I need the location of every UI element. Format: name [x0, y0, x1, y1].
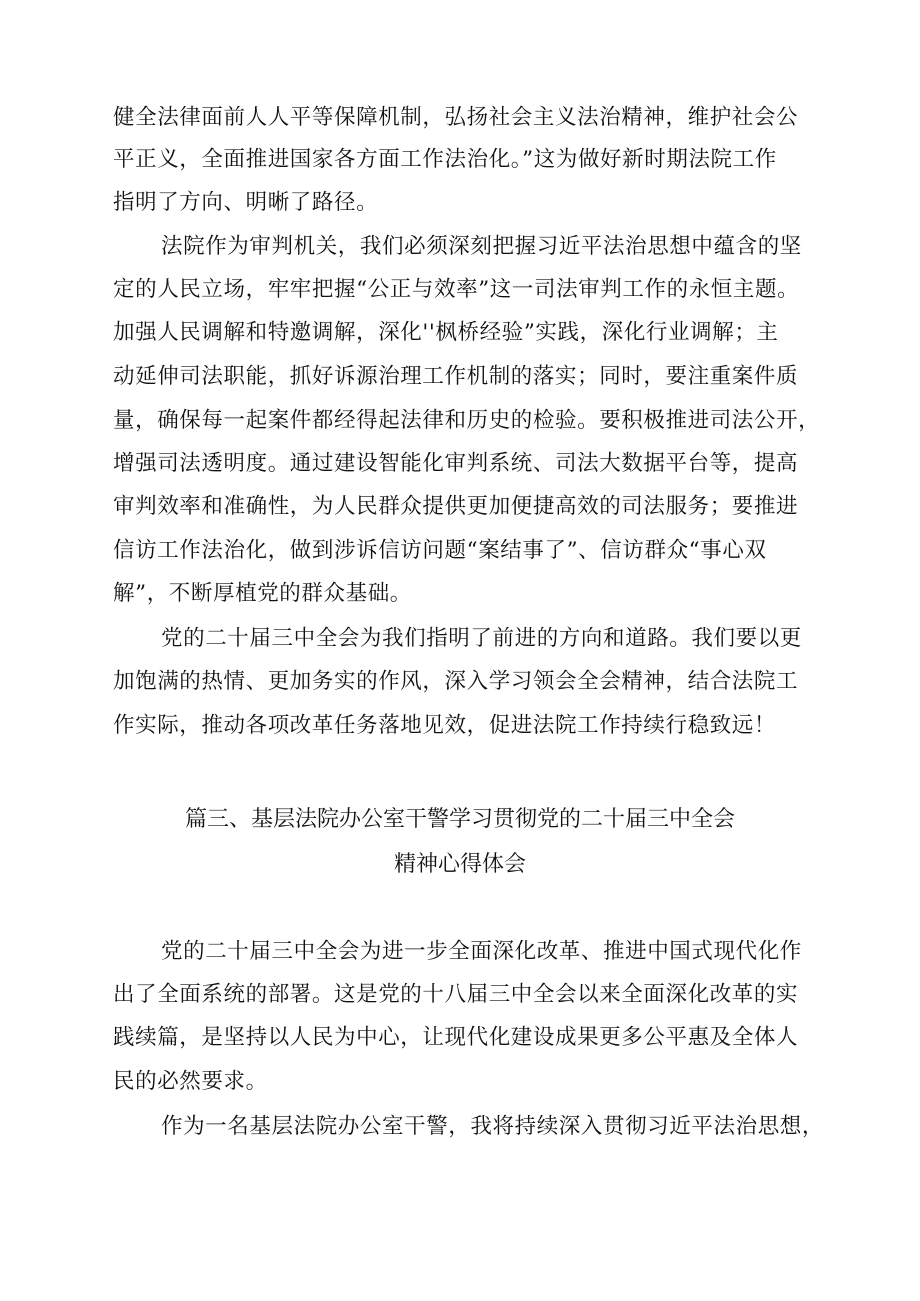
section-heading: 篇三、基层法院办公室干警学习贯彻党的二十届三中全会	[184, 807, 735, 832]
paragraph-first-line: 党的二十届三中全会为进一步全面深化改革、推进中国式现代化作	[161, 939, 802, 964]
paragraph-line: 量，确保每一起案件都经得起法律和历史的检验。要积极推进司法公开，	[113, 408, 821, 433]
paragraph-line: 践续篇，是坚持以人民为中心，让现代化建设成果更多公平惠及全体人	[113, 1025, 799, 1050]
paragraph-line: 加饱满的热情、更加务实的作风，深入学习领会全会精神，结合法院工	[113, 669, 799, 694]
paragraph-line: 加强人民调解和特邀调解，深化''枫桥经验”实践，深化行业调解；主	[113, 320, 779, 345]
paragraph-line: 增强司法透明度。通过建设智能化审判系统、司法大数据平台等，提高	[113, 451, 799, 476]
paragraph-line: 审判效率和准确性，为人民群众提供更加便捷高效的司法服务；要推进	[113, 494, 799, 519]
paragraph-line: 动延伸司法职能，抓好诉源治理工作机制的落实；同时，要注重案件质	[113, 364, 799, 389]
paragraph-first-line: 法院作为审判机关，我们必须深刻把握习近平法治思想中蕴含的坚	[161, 234, 802, 259]
paragraph-line: 指明了方向、明晰了路径。	[113, 190, 379, 215]
paragraph-line: 平正义，全面推进国家各方面工作法治化。”这为做好新时期法院工作	[113, 147, 777, 172]
paragraph-line: 定的人民立场，牢牢把握“公正与效率”这一司法审判工作的永恒主题。	[113, 277, 800, 302]
paragraph-line: 出了全面系统的部署。这是党的十八届三中全会以来全面深化改革的实	[113, 982, 799, 1007]
paragraph-first-line: 作为一名基层法院办公室干警，我将持续深入贯彻习近平法治思想，	[161, 1114, 825, 1139]
paragraph-line: 健全法律面前人人平等保障机制，弘扬社会主义法治精神，维护社会公	[113, 105, 799, 130]
paragraph-line: 作实际，推动各项改革任务落地见效，促进法院工作持续行稳致远！	[113, 713, 777, 738]
section-heading-continued: 精神心得体会	[393, 852, 526, 877]
paragraph-line: 民的必然要求。	[113, 1069, 268, 1094]
paragraph-first-line: 党的二十届三中全会为我们指明了前进的方向和道路。我们要以更	[161, 626, 802, 651]
paragraph-line: 解”，不断厚植党的群众基础。	[113, 581, 412, 606]
paragraph-line: 信访工作法治化，做到涉诉信访问题“案结事了”、信访群众“事心双	[113, 538, 767, 563]
